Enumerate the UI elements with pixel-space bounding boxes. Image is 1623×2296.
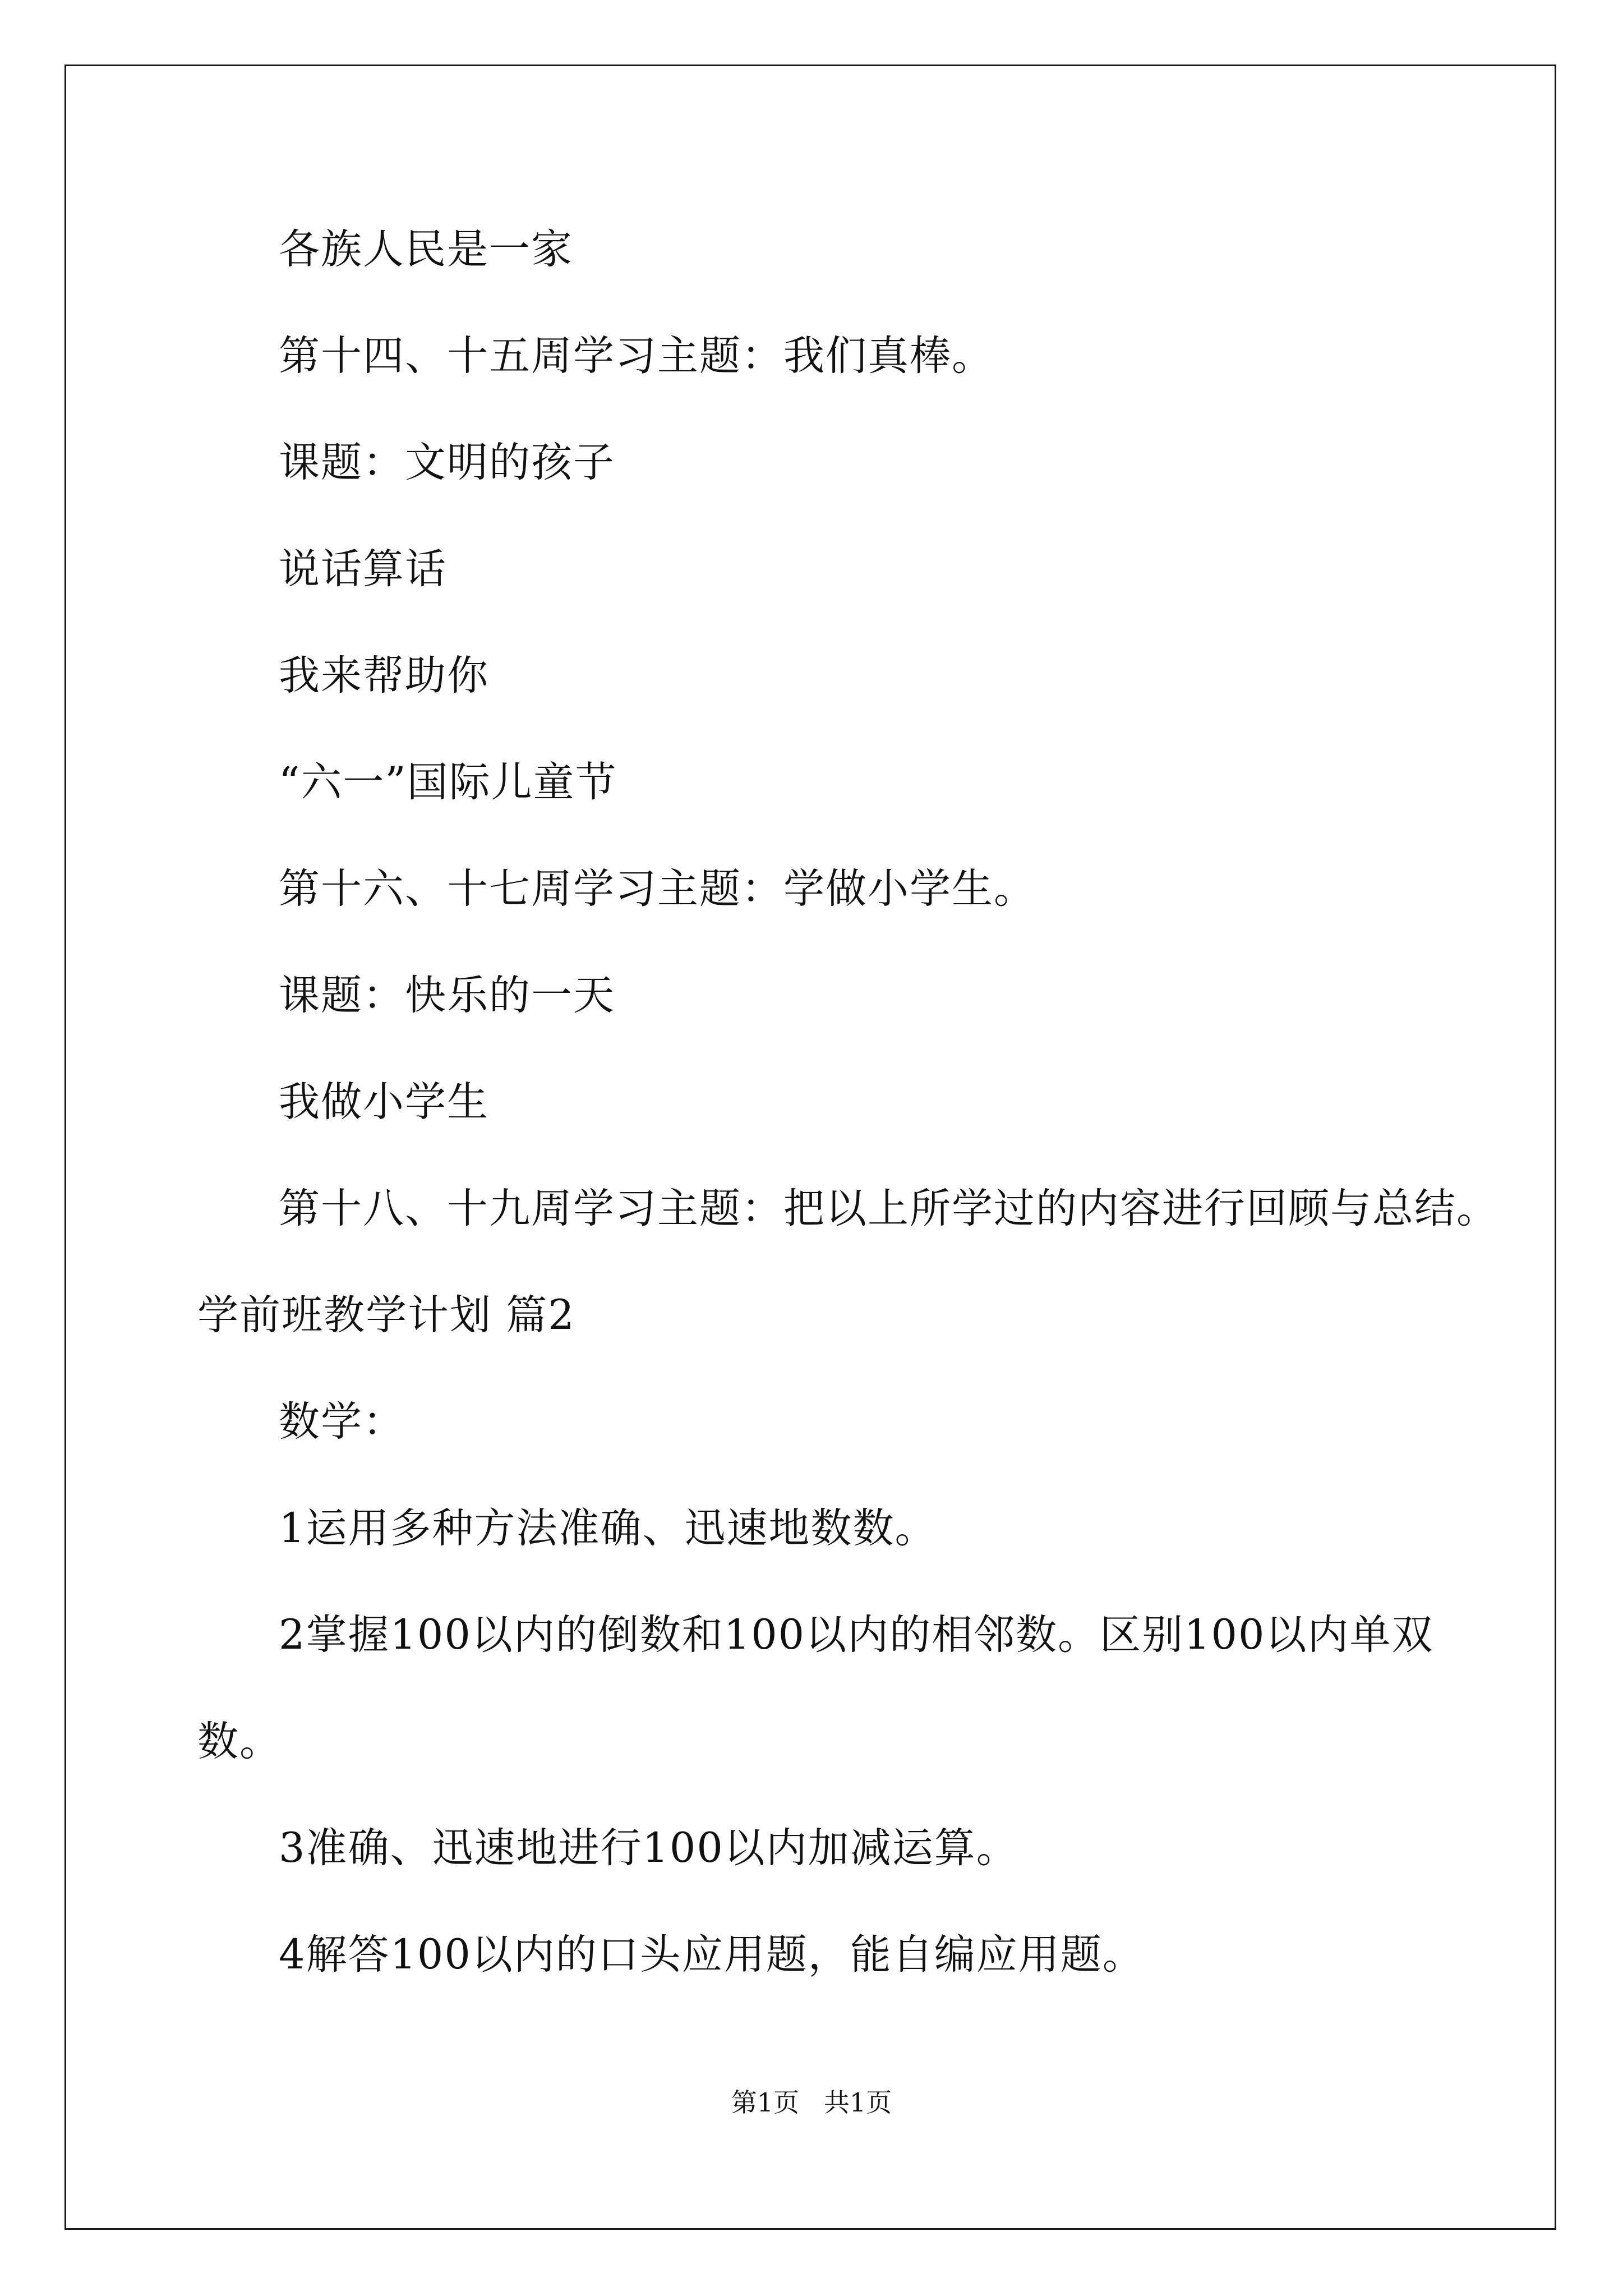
- text-line: 1运用多种方法准确、迅速地数数。: [279, 1504, 937, 1552]
- page-number-footer: 第1页 共1页: [731, 2087, 892, 2118]
- text-line: 第十八、十九周学习主题：把以上所学过的内容进行回顾与总结。: [279, 1185, 1498, 1232]
- page-border: [64, 65, 1556, 2230]
- text-line: “六一”国际儿童节: [279, 758, 617, 806]
- text-line: 2掌握100以内的倒数和100以内的相邻数。区别100以内单双: [279, 1611, 1434, 1659]
- text-line: 我来帮助你: [279, 652, 489, 700]
- text-line: 各族人民是一家: [279, 226, 573, 273]
- text-line: 3准确、迅速地进行100以内加减运算。: [279, 1824, 1018, 1872]
- text-line: 数学：: [279, 1398, 405, 1446]
- section-heading: 学前班教学计划 篇2: [197, 1291, 575, 1339]
- text-line: 课题：快乐的一天: [279, 972, 615, 1019]
- text-line: 说话算话: [279, 545, 447, 593]
- text-line: 课题：文明的孩子: [279, 439, 615, 486]
- text-line: 数。: [197, 1718, 282, 1765]
- text-line: 4解答100以内的口头应用题，能自编应用题。: [279, 1931, 1145, 1978]
- text-line: 第十四、十五周学习主题：我们真棒。: [279, 332, 994, 380]
- text-line: 第十六、十七周学习主题：学做小学生。: [279, 865, 1036, 913]
- text-line: 我做小学生: [279, 1078, 489, 1126]
